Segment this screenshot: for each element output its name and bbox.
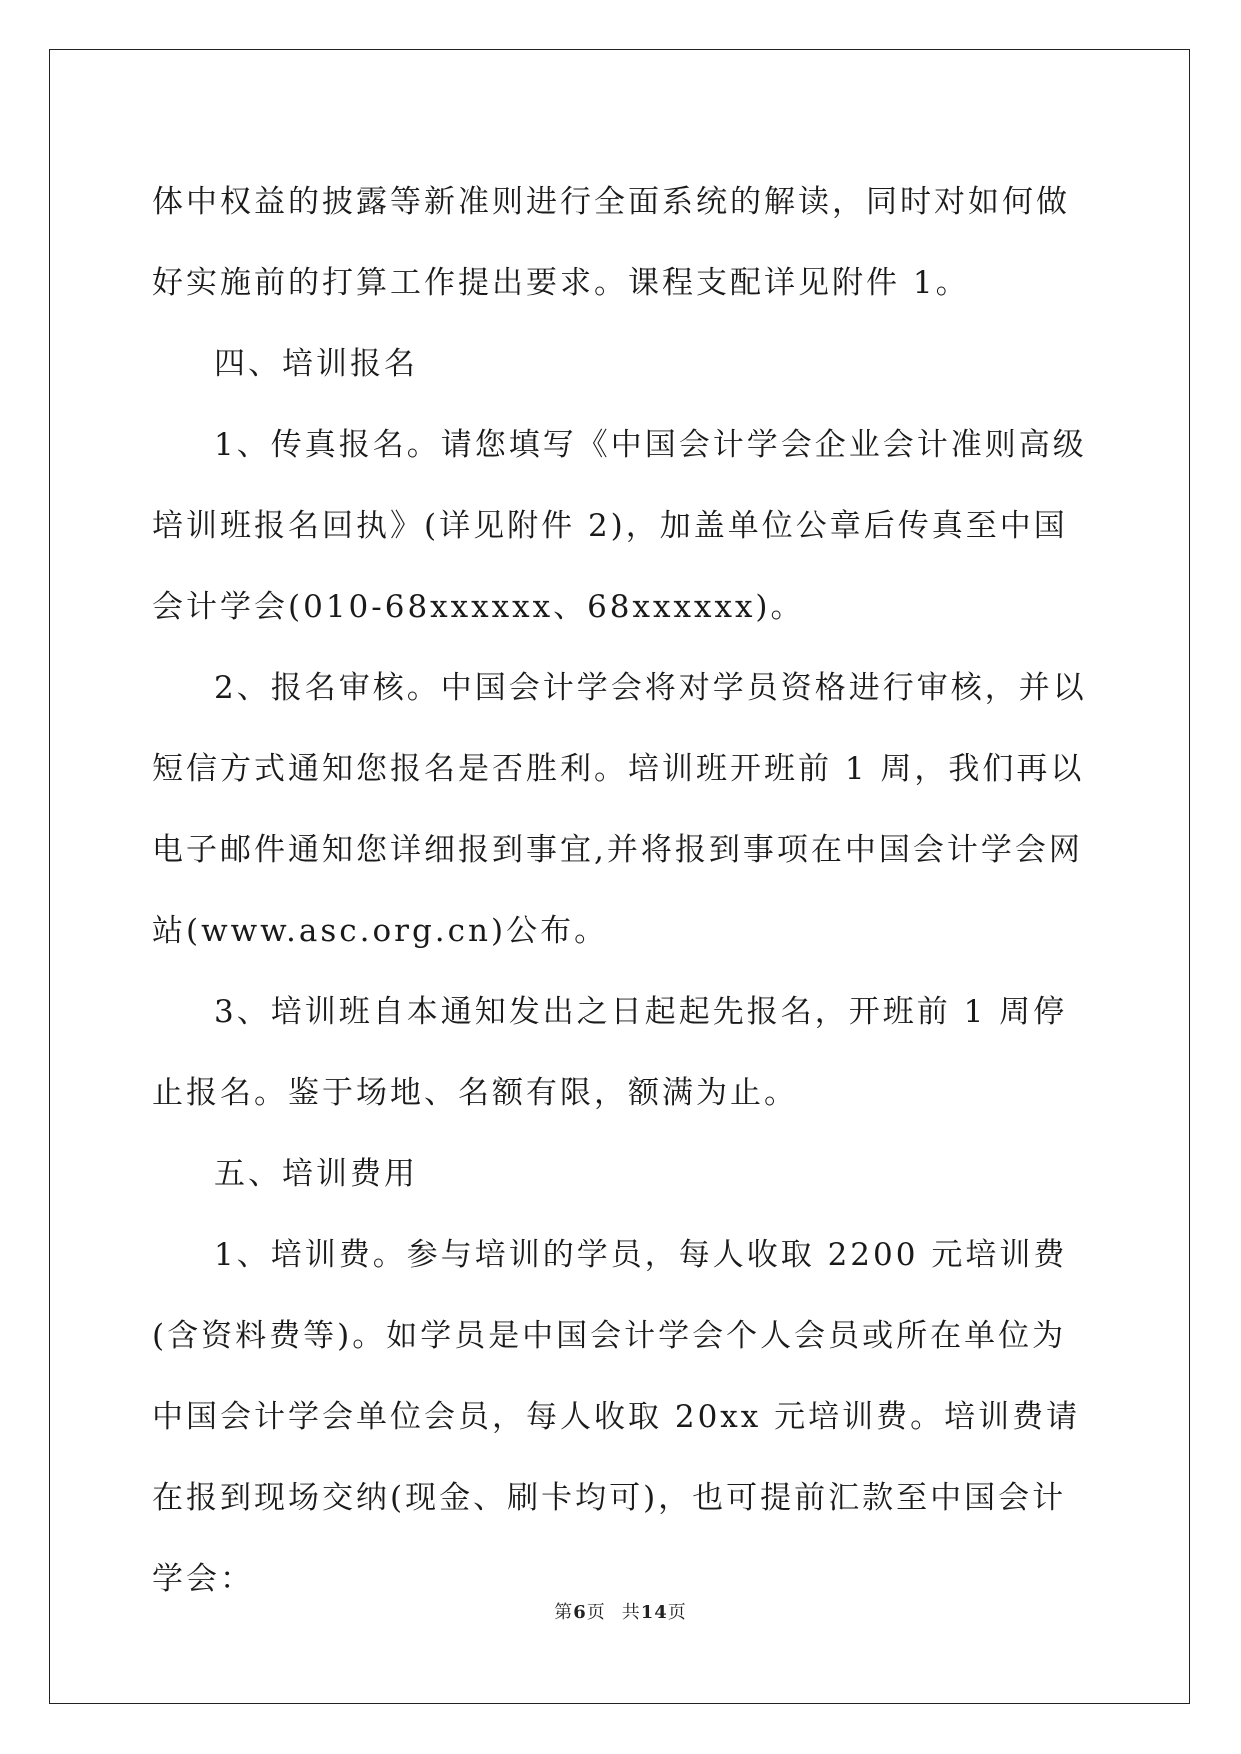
total-page-count: 14 xyxy=(640,1602,668,1623)
section-heading-registration: 四、培训报名 xyxy=(214,346,418,382)
paragraph-registration-review: 2、报名审核。中国会计学会将对学员资格进行审核，并以短信方式通知您报名是否胜利。培训班开班前 1 周，我们再以电子邮件通知您详细报到事宜,并将报到事项在中国会计学会网站(www.asc.org.cn)公布。 xyxy=(152,670,1087,949)
footer-total-prefix: 共 xyxy=(621,1602,641,1623)
paragraph-training-fee: 1、培训费。参与培训的学员，每人收取 2200 元培训费(含资料费等)。如学员是中国会计学会个人会员或所在单位为中国会计学会单位会员，每人收取 20xx 元培训费。培训费请在报到现场交纳(现金、刷卡均可)，也可提前汇款至中国会计学会： xyxy=(152,1237,1081,1597)
paragraph-intro-continuation: 体中权益的披露等新准则进行全面系统的解读，同时对如何做好实施前的打算工作提出要求。课程支配详见附件 1。 xyxy=(152,184,1070,301)
section-heading-fees: 五、培训费用 xyxy=(214,1156,418,1192)
footer-total-suffix: 页 xyxy=(667,1602,687,1623)
footer-prefix: 第 xyxy=(554,1602,574,1623)
page-footer xyxy=(0,1598,1241,1624)
paragraph-fax-registration: 1、传真报名。请您填写《中国会计学会企业会计准则高级培训班报名回执》(详见附件 2)，加盖单位公章后传真至中国会计学会(010-68xxxxxx、68xxxxxx)。 xyxy=(152,427,1087,625)
current-page-number: 6 xyxy=(573,1602,587,1623)
document-body xyxy=(152,162,1087,1620)
footer-page-word: 页 xyxy=(586,1602,606,1623)
paragraph-registration-deadline: 3、培训班自本通知发出之日起起先报名，开班前 1 周停止报名。鉴于场地、名额有限，额满为止。 xyxy=(152,994,1068,1111)
